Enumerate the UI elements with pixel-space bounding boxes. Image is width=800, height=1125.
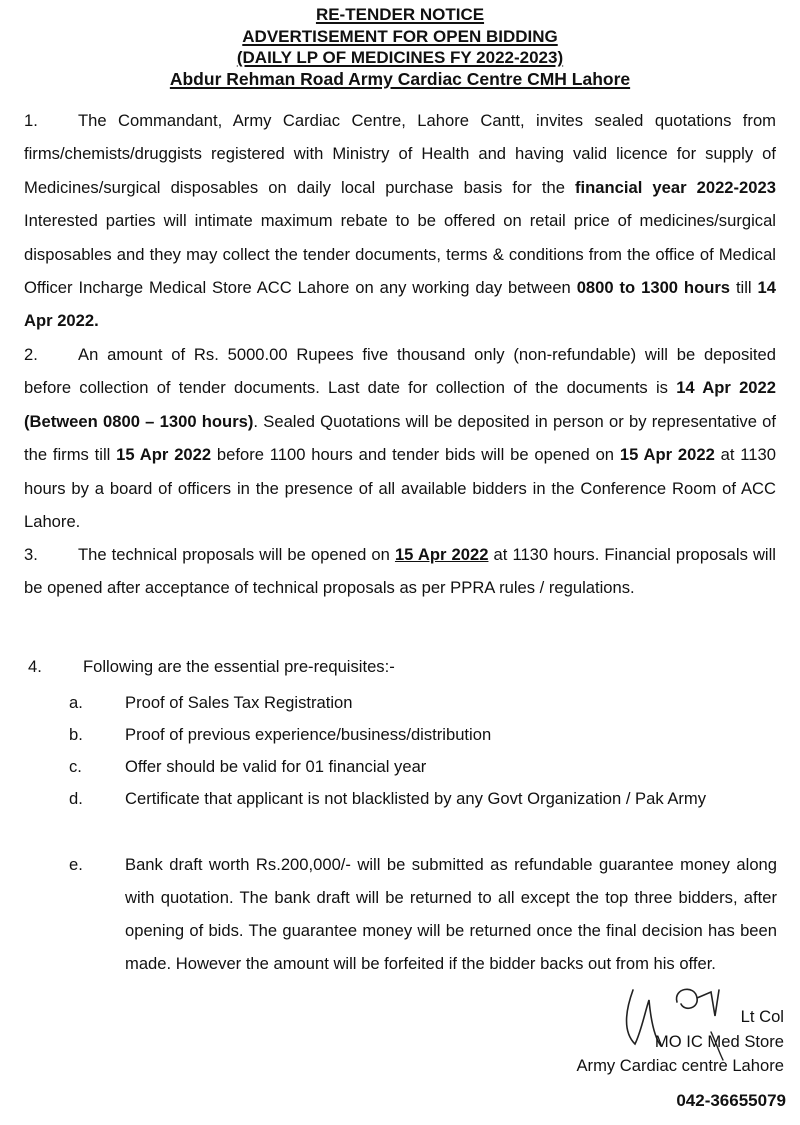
item-text: Bank draft worth Rs.200,000/- will be submitted as refundable guarantee money along with quotation. The bank draft will be returned to all except the top three bidders, after opening of bids. The guarantee money will be returned once the final decision has been made. However the amount will be forfeited if the bidder backs out from his offer. [125, 855, 777, 973]
item-text: Certificate that applicant is not blacklisted by any Govt Organization / Pak Army [125, 789, 707, 808]
item-letter: d. [69, 789, 83, 808]
paragraph-4 [28, 652, 395, 682]
requirement-item [69, 686, 777, 719]
item-letter: c. [69, 757, 82, 776]
requirement-item [69, 782, 777, 815]
paragraph-text: Interested parties will intimate maximum rebate to be offered on retail price of medicines/surgical disposables and they may collect the tender documents, terms & conditions from the office of Medical Officer Incharge Medical Store ACC Lahore on any working day between [24, 211, 776, 298]
bold-text: 15 Apr 2022 [116, 445, 212, 465]
paragraph-3 [24, 538, 776, 605]
item-text: Proof of previous experience/business/distribution [125, 725, 492, 744]
signatory-unit: Army Cardiac centre Lahore [576, 1056, 784, 1075]
paragraph-text: The Commandant, Army Cardiac Centre, Lahore Cantt, invites sealed quotations from firms/chemists/druggists registered with Ministry of Health and having valid licence for supply of Medicines/surgical disposables on daily local purchase basis for the [24, 111, 776, 197]
requirement-item [69, 750, 777, 783]
paragraph-text: before 1100 hours and tender bids will be opened on [211, 445, 620, 465]
item-letter: b. [69, 725, 83, 744]
item-letter: e. [69, 855, 83, 874]
paragraph-number: 4. [28, 657, 42, 676]
bold-text: 0800 to 1300 hours [576, 278, 731, 298]
paragraph-2 [24, 338, 776, 538]
item-text: Offer should be valid for 01 financial year [125, 757, 427, 776]
notice-title: RE-TENDER NOTICE [315, 5, 485, 24]
bold-text: financial year 2022-2023 [575, 177, 776, 197]
paragraph-number: 1. [24, 111, 38, 130]
signature-block [576, 1005, 784, 1079]
paragraph-number: 2. [24, 345, 38, 364]
signatory-rank: Lt Col [740, 1007, 784, 1026]
paragraph-text: Following are the essential pre-requisites:- [83, 657, 395, 676]
bold-underlined-date: 15 Apr 2022 [394, 545, 489, 564]
item-letter: a. [69, 693, 83, 712]
paragraph-text: at 1130 hours by a board of officers in the presence of all available bidders in the Conference Room of ACC Lahore. [24, 445, 776, 532]
notice-header [0, 4, 800, 90]
notice-subtitle: ADVERTISEMENT FOR OPEN BIDDING [242, 26, 558, 46]
paragraph-text: The technical proposals will be opened on [78, 545, 395, 564]
paragraph-text: till [730, 278, 758, 298]
paragraph-number: 3. [24, 545, 38, 564]
notice-fiscal-year: (DAILY LP OF MEDICINES FY 2022-2023) [236, 48, 564, 67]
paragraph-1 [24, 104, 776, 338]
paragraph-text: An amount of Rs. 5000.00 Rupees five thousand only (non-refundable) will be deposited before collection of tender documents. Last date for collection of the documents is [24, 345, 776, 398]
notice-location: Abdur Rehman Road Army Cardiac Centre CMH Lahore [169, 68, 631, 89]
paragraph-text: at 1130 hours. Financial proposals will be opened after acceptance of technical proposals as per PPRA rules / regulations. [24, 545, 776, 598]
bold-text: 14 Apr 2022. [24, 278, 776, 331]
bold-text: 14 Apr 2022 (Between 0800 – 1300 hours) [24, 378, 776, 431]
contact-phone: 042-36655079 [676, 1091, 786, 1110]
paragraph-text: . Sealed Quotations will be deposited in person or by representative of the firms till [24, 411, 777, 465]
requirement-item [69, 848, 777, 980]
item-text: Proof of Sales Tax Registration [125, 693, 353, 712]
requirement-item [69, 718, 777, 751]
signatory-post: MO IC Med Store [654, 1031, 784, 1051]
bold-text: 15 Apr 2022 [619, 445, 715, 465]
